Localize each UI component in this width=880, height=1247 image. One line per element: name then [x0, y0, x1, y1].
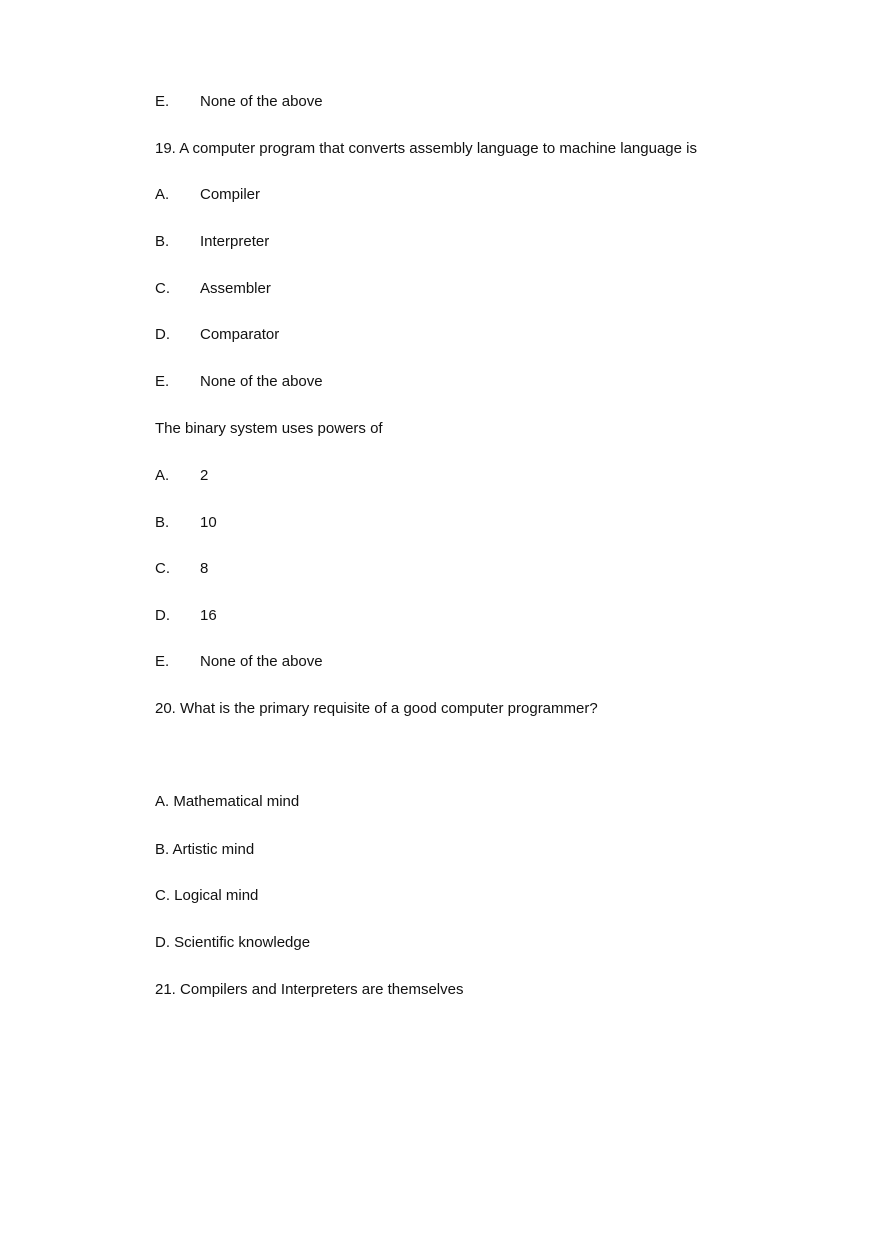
option-row — [155, 186, 260, 204]
question-20: 20. What is the primary requisite of a good computer programmer? — [155, 700, 598, 717]
option-row — [155, 607, 217, 625]
option-line: A. Mathematical mind — [155, 793, 300, 810]
option-text: 10 — [200, 514, 217, 531]
option-text: Compiler — [200, 186, 261, 203]
option-row — [155, 233, 269, 251]
option-row — [155, 373, 323, 391]
option-letter: D. — [155, 607, 170, 624]
option-text: 16 — [200, 607, 217, 624]
option-text: None of the above — [200, 653, 323, 670]
option-letter: D. — [155, 326, 170, 343]
option-letter: E. — [155, 653, 170, 670]
option-letter: C. — [155, 280, 170, 297]
option-letter: B. — [155, 233, 170, 250]
question-21: 21. Compilers and Interpreters are themselves — [155, 981, 464, 998]
option-letter: B. — [155, 514, 170, 531]
option-row — [155, 653, 323, 671]
option-text: Interpreter — [200, 233, 270, 250]
option-letter: A. — [155, 186, 170, 203]
option-text: None of the above — [200, 373, 323, 390]
option-text: 8 — [200, 560, 209, 577]
option-row — [155, 326, 279, 344]
option-letter: C. — [155, 560, 170, 577]
option-line: C. Logical mind — [155, 887, 259, 904]
question-19: 19. A computer program that converts assembly language to machine language is — [155, 140, 697, 157]
option-row — [155, 560, 208, 578]
option-text: Comparator — [200, 326, 280, 343]
option-text: Assembler — [200, 280, 271, 297]
option-text: None of the above — [200, 93, 323, 110]
option-letter: E. — [155, 373, 170, 390]
option-line: B. Artistic mind — [155, 841, 255, 858]
option-text: 2 — [200, 467, 209, 484]
option-row — [155, 280, 271, 298]
option-row — [155, 514, 217, 532]
option-letter: E. — [155, 93, 170, 110]
option-line: D. Scientific knowledge — [155, 934, 311, 951]
option-row — [155, 467, 208, 485]
option-letter: A. — [155, 467, 170, 484]
question-binary: The binary system uses powers of — [155, 420, 383, 437]
option-row — [155, 93, 323, 111]
